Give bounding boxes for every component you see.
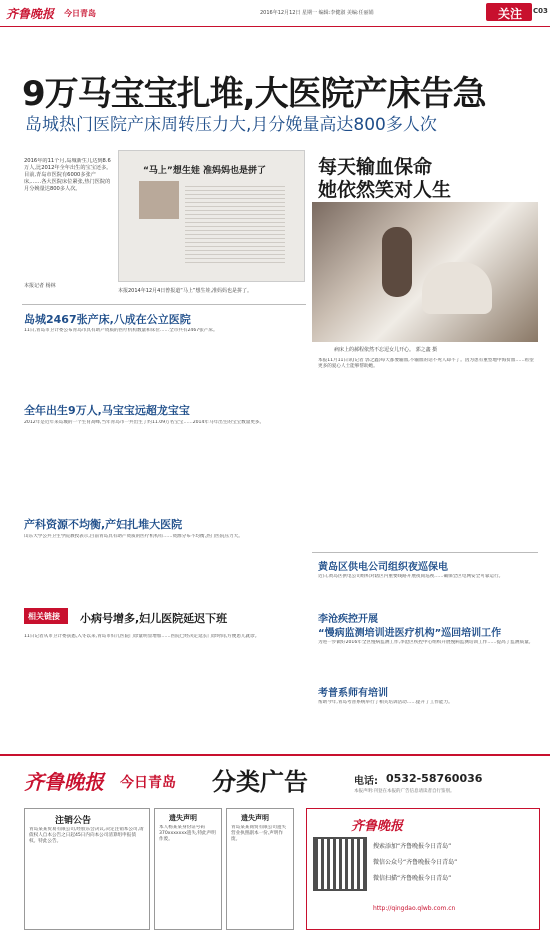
ribbon-body: 11日记者从市卫计委获悉,入冬以来,青岛市妇儿医院门诊量明显增加……医院已经决定延长门诊时间,方便患儿就诊。	[24, 634, 260, 639]
inset-title: “马上”想生娃 准妈妈也是拼了	[143, 166, 266, 176]
inset-body	[185, 183, 285, 263]
section-title: 关注	[498, 7, 523, 21]
promo-line-3: 微信扫描“齐鲁晚报今日青岛”	[373, 875, 452, 882]
section-divider-1	[22, 304, 306, 305]
promo-box	[306, 808, 540, 930]
side-divider	[312, 552, 538, 553]
section-1-title: 岛城2467张产床,八成在公立医院	[24, 313, 191, 326]
ribbon-label: 相关链接	[28, 612, 60, 621]
side-news-2-body: 为进一步做好2016年全区慢病监测工作,李沧区疾控中心组织开展慢病监测培训工作……提高了监测质量。	[318, 640, 534, 645]
classified-2-title: 遗失声明	[241, 814, 269, 822]
classified-1	[154, 808, 222, 930]
side-news-3-title: 考普系师有培训	[318, 688, 388, 699]
classified-2-body: 青岛某某商贸有限公司遗失营业执照副本一份,声明作废。	[231, 825, 287, 842]
ad-title: 分类广告	[212, 768, 308, 796]
feature-photo	[312, 202, 538, 342]
ribbon-badge	[24, 608, 68, 624]
main-subheadline: 岛城热门医院产床周转压力大,月分娩量高达800多人次	[25, 115, 437, 135]
ad-logo: 齐鲁晚报	[24, 770, 104, 794]
promo-qr-code-icon	[315, 839, 365, 889]
promo-line-2: 微信公众号“齐鲁晚报今日青岛”	[373, 859, 458, 866]
masthead-logo: 齐鲁晚报	[6, 7, 55, 21]
side-news-3-body: 帮助今年,青岛考普系统举行了相关培训活动……提升了工作能力。	[318, 700, 453, 705]
notice-body: 青岛某某贸易有限公司,经股东会决议,决定注销本公司,请债权人自本公告之日起45日内向本公司清算组申报债权。特此公告。	[29, 827, 144, 844]
top-divider	[0, 26, 550, 27]
classified-1-body: 本人杨某某身份证号码370xxxxxxx遗失,特此声明作废。	[159, 825, 216, 842]
ad-phone: 0532-58760036	[386, 772, 483, 785]
section-3-title: 产科资源不均衡,产妇扎堆大医院	[24, 518, 183, 531]
inset-photo	[139, 181, 179, 219]
lead-text: 2016年的11个月,岛城新生儿达到8.6万人,比2012年全年出生的宝宝还多。目前,青岛市医院有6000多张产床,……各大医院床位紧张,热门医院的月分娩量达800多人次。	[24, 158, 112, 192]
ad-phone-label: 电话:	[354, 776, 378, 787]
masthead-edition: 今日青岛	[64, 9, 96, 18]
side-news-1-title: 黄岛区供电公司组织夜巡保电	[318, 562, 448, 573]
reporter-line: 本报记者 杨林	[24, 283, 56, 289]
ad-phone-note: 本报声明:刊登在本报的广告信息请读者自行鉴别。	[354, 789, 455, 794]
section-badge	[486, 3, 532, 21]
side-news-2-title: 李沧疾控开展	[318, 614, 378, 625]
notice-box	[24, 808, 150, 930]
promo-url[interactable]: http://qingdao.qlwb.com.cn	[373, 905, 456, 912]
promo-line-1: 搜索添加“齐鲁晚报今日青岛”	[373, 843, 452, 850]
classified-1-title: 遗失声明	[169, 814, 197, 822]
child-figure	[382, 227, 412, 297]
feature-title-2: 她依然笑对人生	[318, 179, 452, 201]
feature-photo-caption: 病床上的郝程依然不忘逗女儿开心。 郭之鑫 摄	[334, 347, 438, 353]
ribbon-title: 小病号增多,妇儿医院延迟下班	[80, 612, 228, 625]
page-number: C03	[533, 7, 548, 15]
patient-figure	[422, 262, 492, 314]
feature-body: 本报11月11日讯(记者 郭之鑫)每天都要输血,不输血的话不死人却不了。因为患有重型地中海贫血……希望更多的爱心人士能够帮助她。	[318, 358, 534, 369]
ad-edition: 今日青岛	[120, 775, 176, 791]
photo-caption: 本报2014年12月4日曾报道“马上”想生娃,准妈妈也是拼了。	[118, 288, 253, 294]
notice-title: 注销公告	[55, 816, 92, 826]
side-news-1-body: 近日,黄岛区供电公司组织对辖区内重要线路开展夜间巡视……确保全区电网安全可靠运行。	[318, 574, 504, 579]
side-news-2-subtitle: “慢病监测培训进医疗机构”巡回培训工作	[318, 628, 502, 639]
main-headline: 9万马宝宝扎堆,大医院产床告急	[22, 74, 486, 114]
promo-name: 齐鲁晚报	[351, 819, 404, 834]
section-2-body: 2012年是近年来岛城的一个生育高峰,当年青岛市一共出生了约11.09万名宝宝……2014年马年出生的宝宝数量更多。	[24, 420, 265, 425]
feature-title-1: 每天输血保命	[318, 156, 433, 178]
masthead-date: 2016年12月12日 星期一 编辑:李健淑 美编:任丽娟	[260, 10, 374, 16]
masthead	[0, 0, 550, 26]
section-2-title: 全年出生9万人,马宝宝远超龙宝宝	[24, 404, 190, 417]
inset-newspaper-photo	[118, 150, 305, 282]
ad-divider	[0, 754, 550, 756]
section-3-body: 山东大学公共卫生学院教授表示,目前青岛具有助产资质的医疗机构有……资源分布不均衡,热门医院压力大。	[24, 534, 243, 539]
section-1-body: 11日,青岛市卫计委公布青岛市具有助产资质的医疗机构数量和床位……全市共有2467张产床。	[24, 328, 218, 333]
classified-2	[226, 808, 294, 930]
